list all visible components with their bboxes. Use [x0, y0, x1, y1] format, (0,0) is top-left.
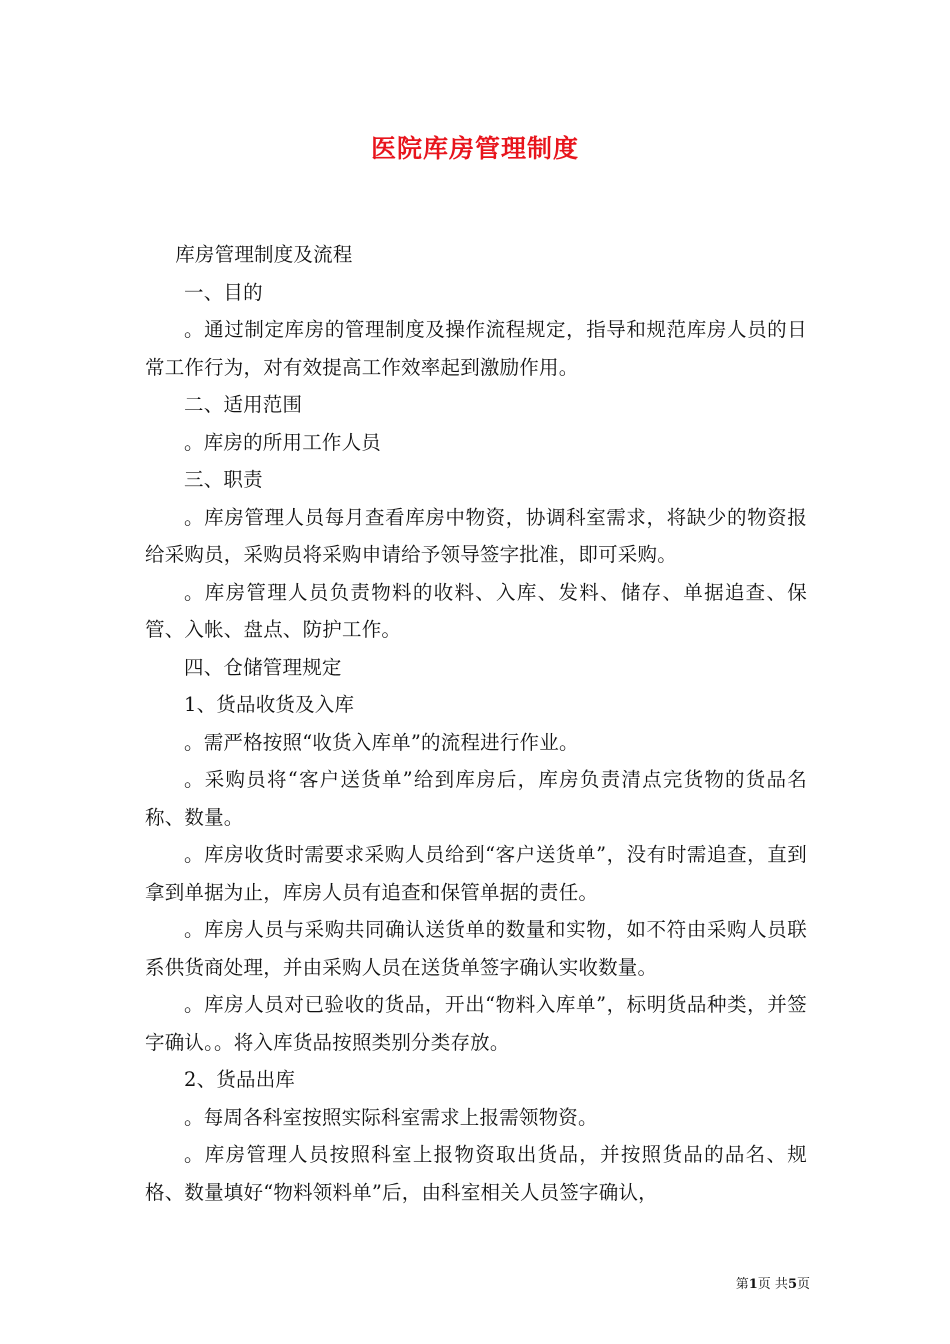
body-paragraph: 。库房人员对已验收的货品，开出“物料入库单”，标明货品种类，并签字确认。。将入库货品按照类别分类存放。	[145, 993, 807, 1054]
body-paragraph: 。库房人员与采购共同确认送货单的数量和实物，如不符由采购人员联系供货商处理，并由采购人员在送货单签字确认实收数量。	[145, 918, 807, 979]
footer-middle: 页 共	[757, 1277, 788, 1292]
body-paragraph: 三、职责	[184, 468, 263, 491]
footer-prefix: 第	[735, 1277, 749, 1292]
document-body	[145, 236, 807, 1211]
body-paragraph: 。库房管理人员负责物料的收料、入库、发料、储存、单据追查、保管、入帐、盘点、防护工作。	[145, 580, 807, 641]
body-paragraph: 1、货品收货及入库	[184, 693, 355, 716]
body-paragraph: 2、货品出库	[184, 1068, 296, 1091]
body-paragraph: 。通过制定库房的管理制度及操作流程规定，指导和规范库房人员的日常工作行为，对有效提高工作效率起到激励作用。	[145, 318, 807, 379]
body-paragraph: 。库房管理人员按照科室上报物资取出货品，并按照货品的品名、规格、数量填好“物料领料单”后，由科室相关人员签字确认，	[145, 1143, 807, 1204]
body-paragraph: 。需严格按照“收货入库单”的流程进行作业。	[184, 730, 579, 754]
body-paragraph: 四、仓储管理规定	[184, 655, 342, 679]
body-paragraph: 。库房管理人员每月查看库房中物资，协调科室需求，将缺少的物资报给采购员，采购员将采购申请给予领导签字批准，即可采购。	[145, 505, 807, 566]
page-footer	[700, 1276, 810, 1294]
body-paragraph: 。库房收货时需要求采购人员给到“客户送货单”，没有时需追查，直到拿到单据为止，库房人员有追查和保管单据的责任。	[145, 843, 807, 904]
body-paragraph: 一、目的	[184, 280, 263, 304]
body-paragraph: 。采购员将“客户送货单”给到库房后，库房负责清点完货物的货品名称、数量。	[145, 768, 807, 829]
footer-suffix: 页	[796, 1277, 810, 1292]
body-paragraph: 库房管理制度及流程	[175, 243, 353, 266]
body-paragraph: 。每周各科室按照实际科室需求上报需领物资。	[184, 1105, 598, 1129]
page-title: 医院库房管理制度	[370, 134, 579, 163]
body-paragraph: 二、适用范围	[184, 393, 303, 416]
footer-total-pages: 5	[787, 1277, 797, 1292]
footer-current-page: 1	[748, 1277, 758, 1292]
body-paragraph: 。库房的所用工作人员	[184, 430, 382, 454]
